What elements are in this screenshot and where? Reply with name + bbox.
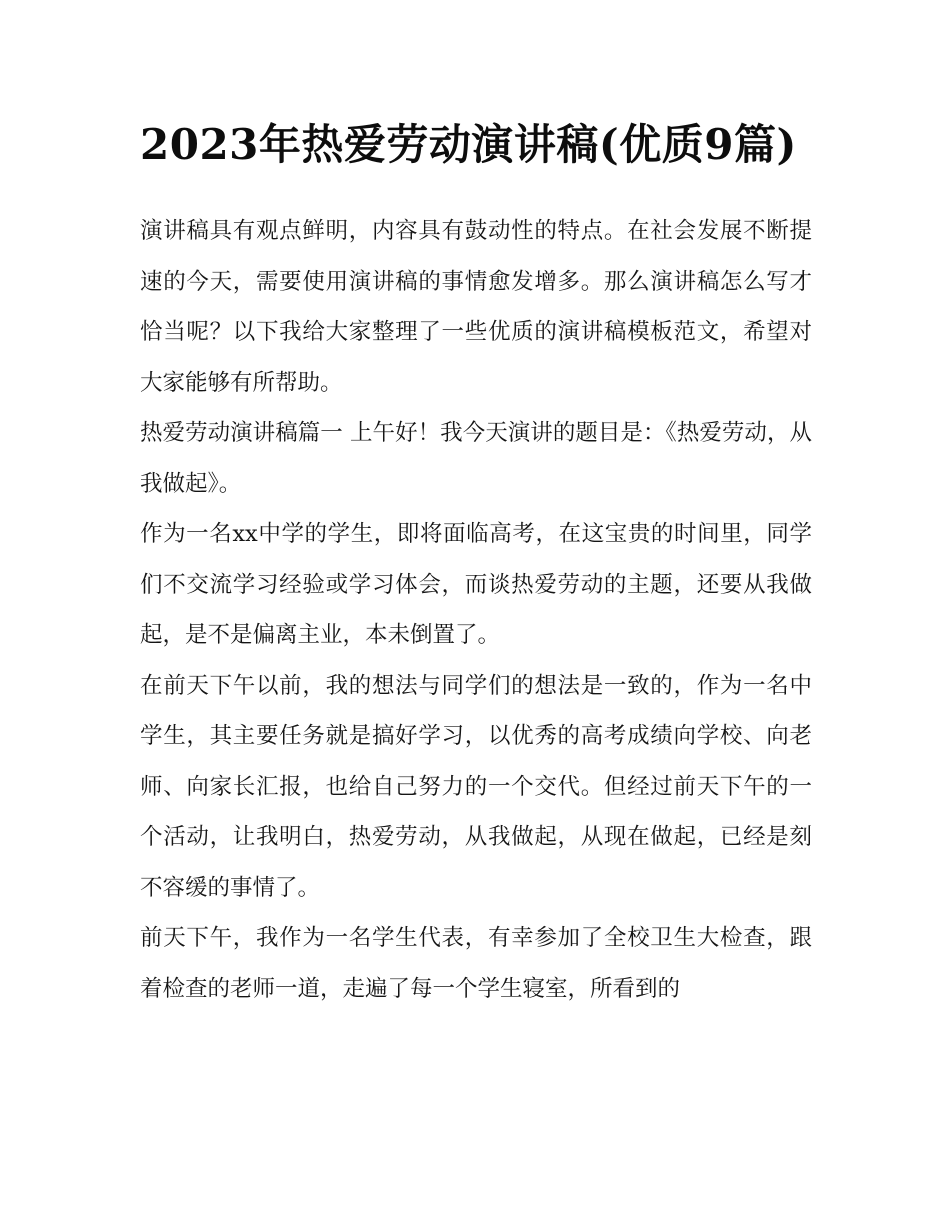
paragraph-inspection: 前天下午，我作为一名学生代表，有幸参加了全校卫生大检查，跟着检查的老师一道，走遍了每一个学生寝室，所看到的 [140, 925, 812, 1002]
paragraph-student: 作为一名xx中学的学生，即将面临高考，在这宝贵的时间里，同学们不交流学习经验或学习体会，而谈热爱劳动的主题，还要从我做起，是不是偏离主业，本未倒置了。 [140, 521, 812, 648]
paragraph-before: 在前天下午以前，我的想法与同学们的想法是一致的，作为一名中学生，其主要任务就是搞好学习，以优秀的高考成绩向学校、向老师、向家长汇报，也给自己努力的一个交代。但经过前天下午的一个活动，让我明白，热爱劳动，从我做起，从现在做起，已经是刻不容缓的事情了。 [140, 672, 812, 901]
document-content [140, 114, 812, 1014]
paragraph-speech-heading: 热爱劳动演讲稿篇一 上午好！我今天演讲的题目是：《热爱劳动，从我做起》。 [140, 420, 812, 497]
document-title: 2023年热爱劳动演讲稿(优质9篇) [140, 120, 797, 169]
paragraph-intro: 演讲稿具有观点鲜明，内容具有鼓动性的特点。在社会发展不断提速的今天，需要使用演讲稿的事情愈发增多。那么演讲稿怎么写才恰当呢？以下我给大家整理了一些优质的演讲稿模板范文，希望对大家能够有所帮助。 [140, 218, 812, 396]
